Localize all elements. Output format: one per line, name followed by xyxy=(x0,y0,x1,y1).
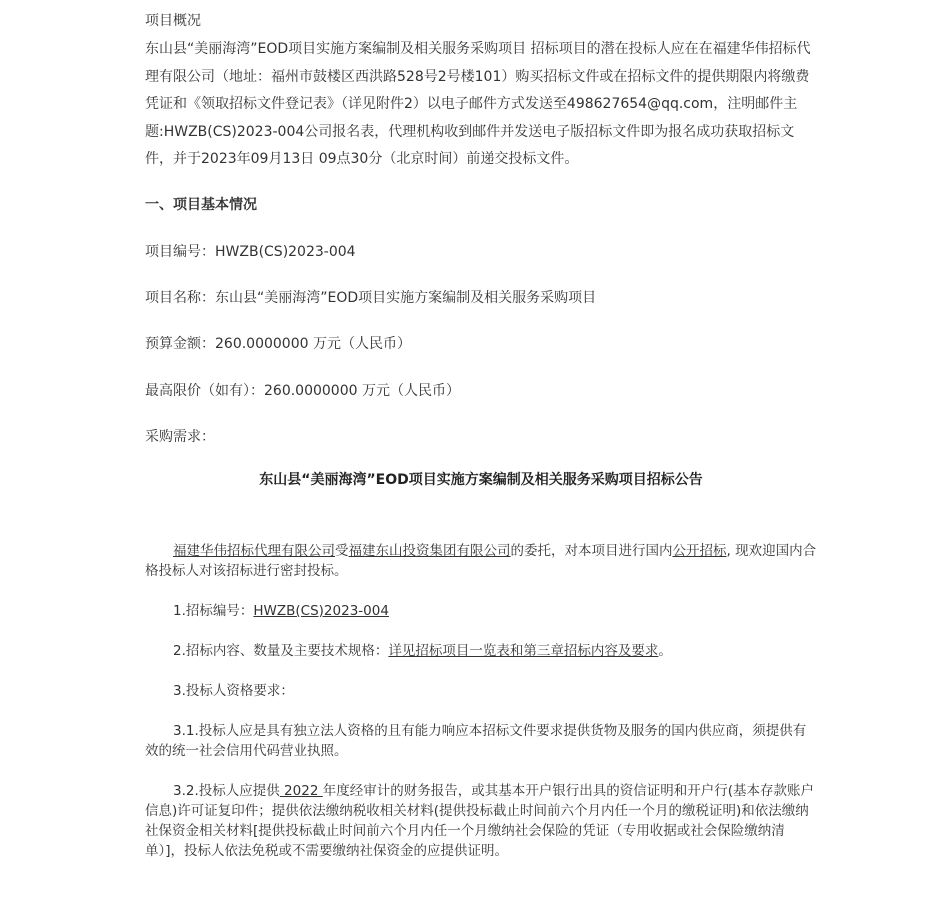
item-3: 3.投标人资格要求： xyxy=(173,683,294,699)
project-name: 项目名称：东山县“美丽海湾”EOD项目实施方案编制及相关服务采购项目 xyxy=(145,290,597,306)
agent-link[interactable]: 福建华伟招标代理有限公司 xyxy=(173,543,335,559)
item-3-2 xyxy=(145,781,817,861)
tender-number-link[interactable]: HWZB(CS)2023-004 xyxy=(253,603,389,619)
project-number: 项目编号：HWZB(CS)2023-004 xyxy=(145,244,356,260)
intro-text-2: 的委托，对本项目进行国内 xyxy=(510,543,673,559)
item-3-2-year: 2022 xyxy=(279,783,323,799)
overview-text: 东山县“美丽海湾”EOD项目实施方案编制及相关服务采购项目 招标项目的潜在投标人应在在福建华伟招标代理有限公司（地址：福州市鼓楼区西洪路528号2号楼101）购买招标文件或在招标文件的提供期限内将缴费凭证和《领取招标文件登记表》（详见附件2）以电子邮件方式发送至498627654@qq.com，注明邮件主题:HWZB(CS)2023-004公司报名表，代理机构收到邮件并发送电子版招标文件即为报名成功获取招标文件，并于2023年09月13日 09点30分（北京时间）前递交投标文件。 xyxy=(145,41,811,167)
notice-title: 东山县“美丽海湾”EOD项目实施方案编制及相关服务采购项目招标公告 xyxy=(259,472,703,488)
item-1 xyxy=(145,601,817,621)
procurement-demand: 采购需求： xyxy=(145,429,215,445)
budget-amount: 预算金额：260.0000000 万元（人民币） xyxy=(145,336,411,352)
intro-text-1: 受 xyxy=(335,543,349,559)
section-heading: 一、项目基本情况 xyxy=(145,197,257,213)
item-1-label: 1.招标编号： xyxy=(173,603,254,619)
item-2-end: 。 xyxy=(658,643,672,659)
item-2-label: 2.招标内容、数量及主要技术规格： xyxy=(173,643,389,659)
item-3-1: 3.1.投标人应是具有独立法人资格的且有能力响应本招标文件要求提供货物及服务的国内供应商，须提供有效的统一社会信用代码营业执照。 xyxy=(145,723,807,759)
notice-intro xyxy=(145,541,817,581)
client-link[interactable]: 福建东山投资集团有限公司 xyxy=(348,543,511,559)
overview-heading: 项目概况 xyxy=(145,13,201,29)
item-3-2-b: 年度经审计的财务报告，或其基本开户银行出具的资信证明和开户行(基本存款账户信息)许可证复印件；提供依法缴纳税收相关材料(提供投标截止时间前六个月内任一个月的缴税证明)和依法缴纳社保资金相关材料[提供投标截止时间前六个月内任一个月缴纳社会保险的凭证（专用收据或社会保险缴纳清单）]，投标人依法免税或不需要缴纳社保资金的应提供证明。 xyxy=(145,783,814,859)
item-2 xyxy=(145,641,817,661)
intro-text-3: , 现欢迎国内合格投标人对该招标进行密封投标。 xyxy=(145,543,817,579)
item-3-2-a: 3.2.投标人应提供 xyxy=(173,783,280,799)
tender-content-link[interactable]: 详见招标项目一览表和第三章招标内容及要求 xyxy=(388,643,659,659)
method-link[interactable]: 公开招标 xyxy=(672,543,727,559)
max-price: 最高限价（如有）：260.0000000 万元（人民币） xyxy=(145,383,460,399)
